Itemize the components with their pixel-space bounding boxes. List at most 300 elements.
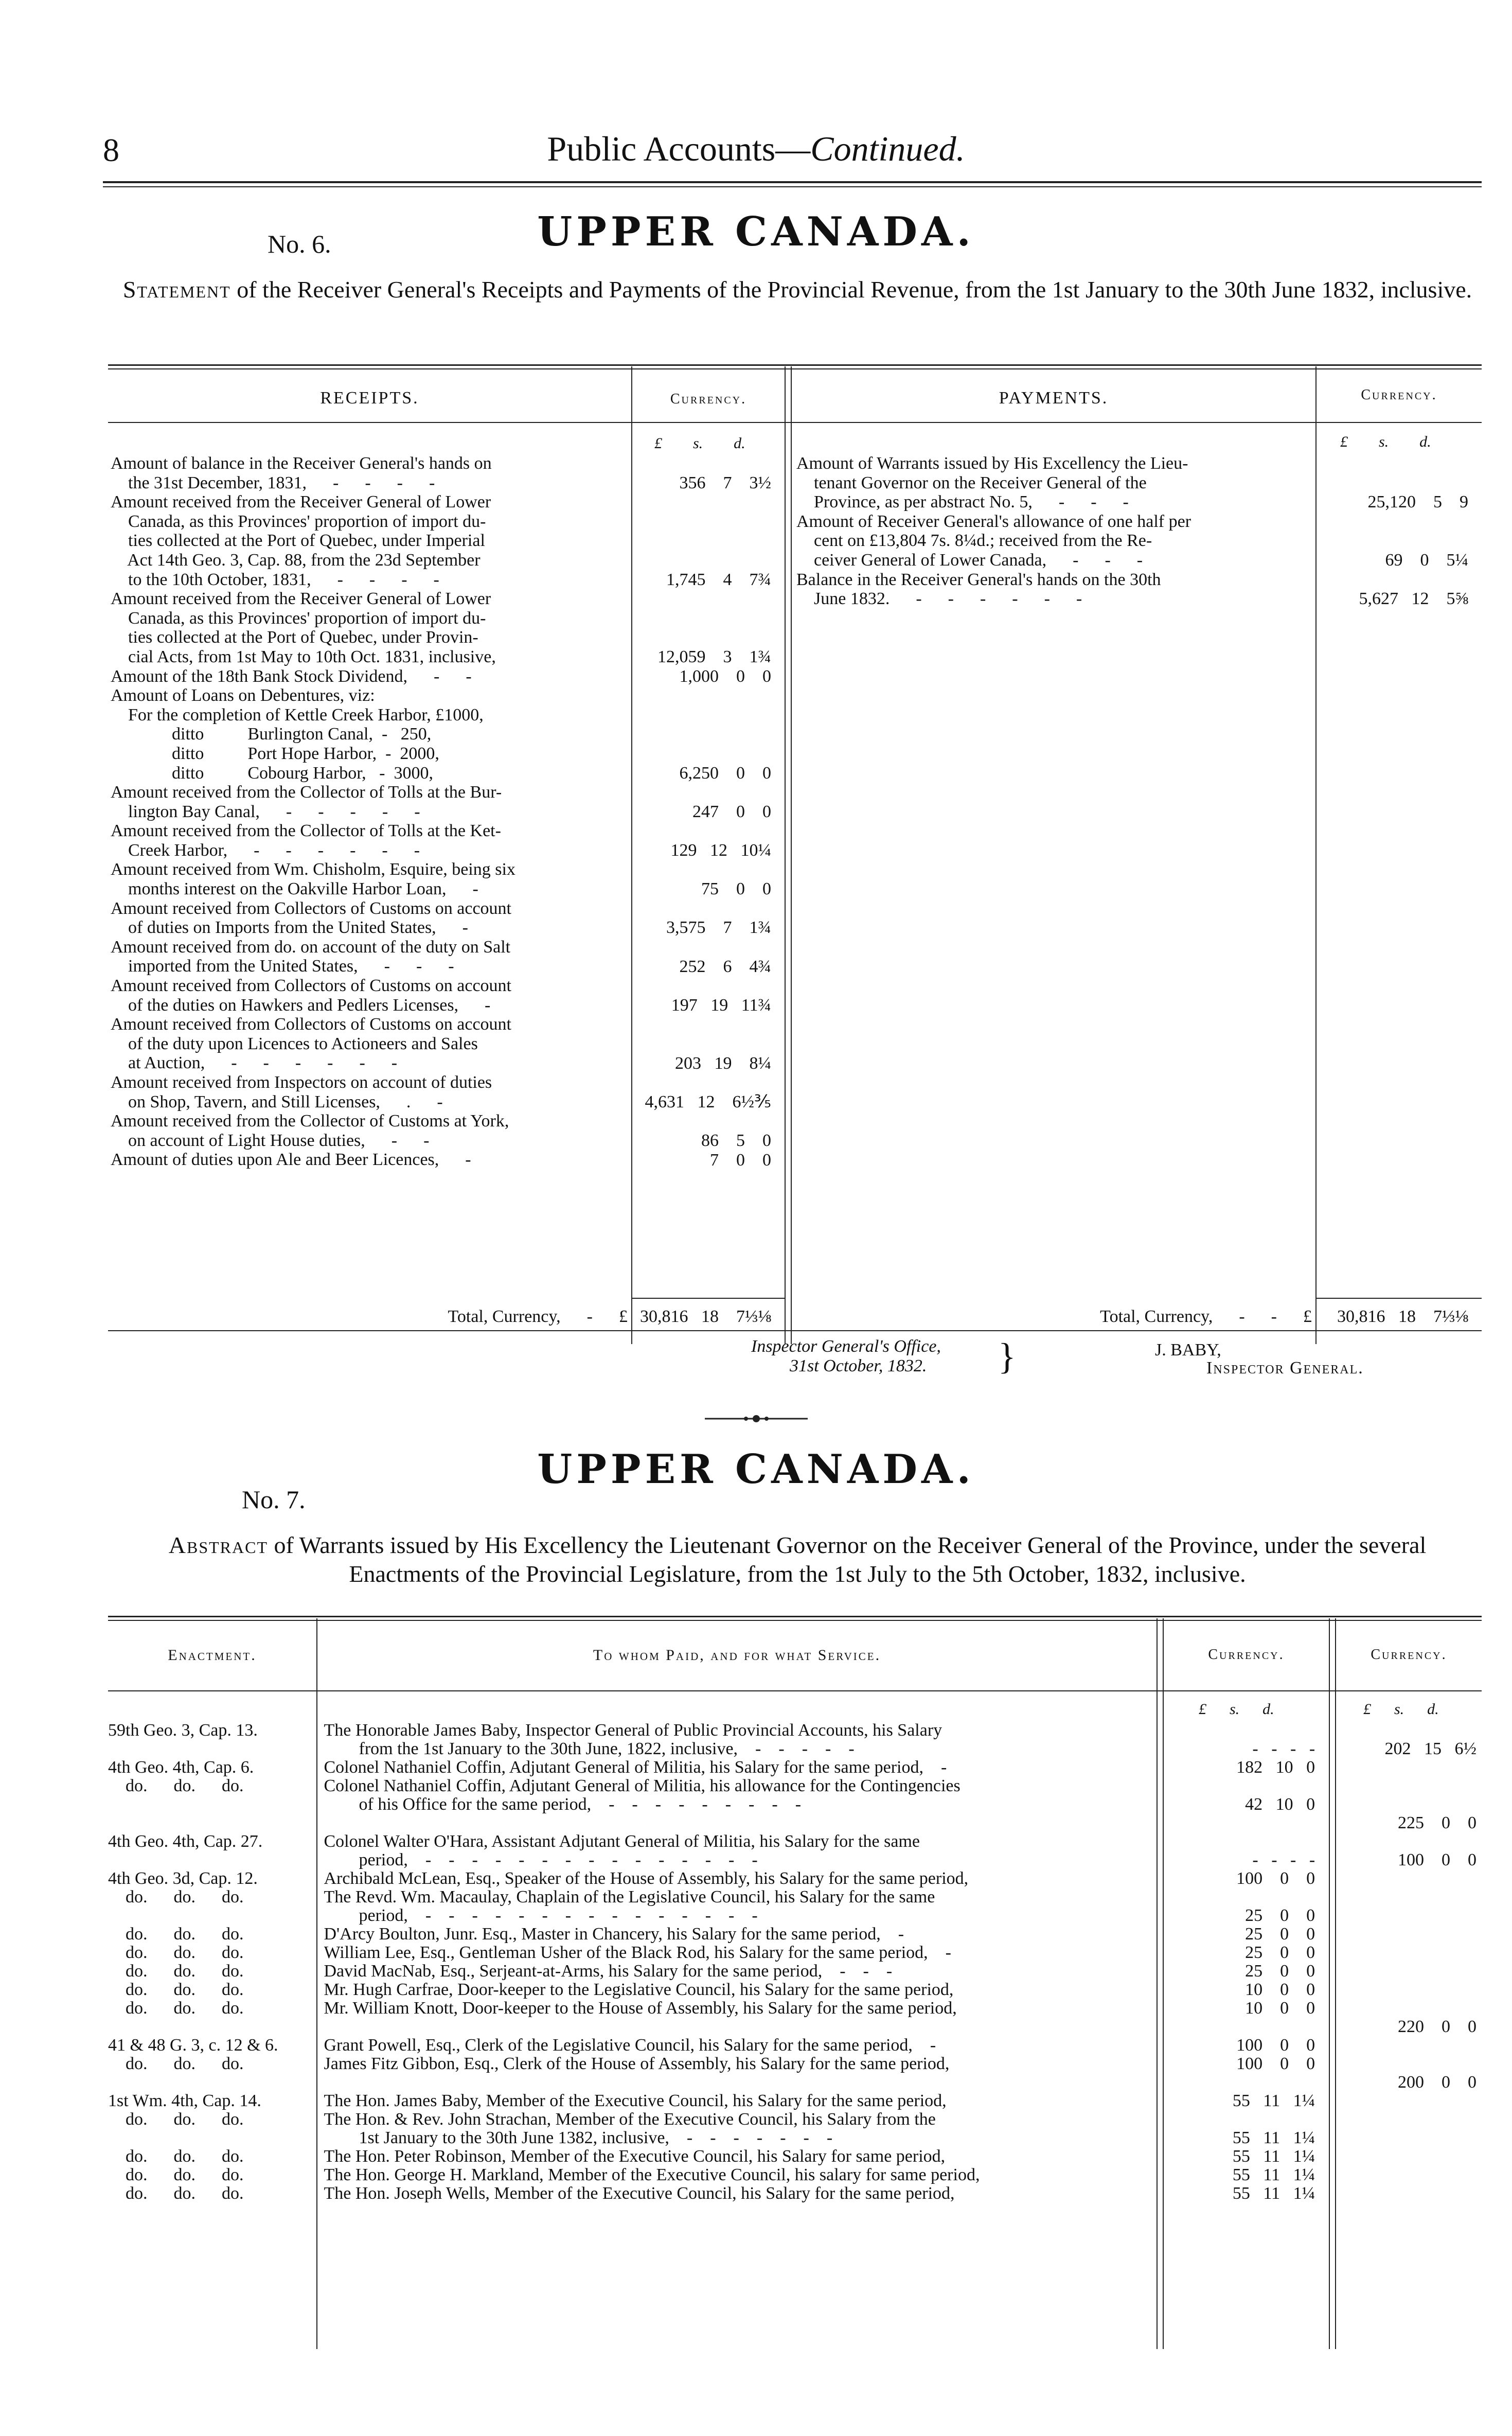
payment-line: Balance in the Receiver General's hands on the 30th [796, 570, 1161, 589]
receipt-line: Act 14th Geo. 3, Cap. 88, from the 23d September [111, 550, 481, 570]
spacer [317, 1888, 324, 1907]
spacer [1163, 1832, 1169, 1851]
receipts-total-value: 30,816 18 7⅓⅛ [640, 1307, 771, 1326]
spacer [1163, 2055, 1169, 2073]
signature-title: Inspector General. [1206, 1358, 1364, 1378]
table-row [108, 1721, 1482, 1740]
currency-1-cell: 25 0 0 [1245, 1906, 1315, 1925]
spacer [317, 1869, 324, 1888]
col-currency-2: Currency. [1371, 1647, 1447, 1663]
receipt-amount: 75 0 0 [701, 879, 771, 899]
spacer [1329, 2036, 1342, 2055]
spacer [317, 2073, 324, 2092]
payment-line: cent on £13,804 7s. 8¼d.; received from the Re- [796, 531, 1152, 551]
statement-heading: Statement of the Receiver General's Receipts and Payments of the Provincial Revenue, from the 1st January to the 30th June 1832, inclusive. [122, 276, 1472, 303]
spacer [1163, 1758, 1169, 1777]
warrants-table [108, 1721, 1482, 2203]
currency-1-cell: 10 0 0 [1245, 1999, 1315, 2018]
currency-2-cell [1342, 2184, 1482, 2203]
currency-2-cell: 100 0 0 [1398, 1850, 1477, 1869]
enactment-cell: do. do. do. [108, 1999, 244, 2018]
receipt-line: to the 10th October, 1831, - - - - [111, 570, 439, 589]
table-row [108, 2166, 1482, 2184]
receipt-amount: 12,059 3 1¾ [657, 647, 771, 666]
receipts-list [111, 454, 630, 1170]
currency-2-cell [1342, 1758, 1482, 1777]
receipt-line: Amount of Loans on Debentures, viz: [111, 686, 375, 705]
enactment-cell: do. do. do. [108, 1943, 244, 1962]
spacer [1169, 2129, 1179, 2147]
currency-1-cell: 182 10 0 [1236, 1758, 1315, 1777]
table-row [108, 2055, 1482, 2073]
spacer [1169, 2055, 1179, 2073]
currency-2-cell [1342, 2129, 1482, 2147]
spacer [1329, 1944, 1342, 1962]
payments-heading: PAYMENTS. [999, 389, 1109, 408]
spacer [1329, 2166, 1342, 2184]
table-row [108, 1740, 1482, 1758]
payments-lsd-header: £ s. d. [1340, 433, 1431, 450]
currency-2-cell [1342, 2110, 1482, 2129]
spacer [317, 1777, 324, 1795]
signature: J. BABY, [1155, 1340, 1221, 1360]
enactment-cell: do. do. do. [108, 1962, 244, 1981]
currency-2-cell: 200 0 0 [1398, 2073, 1477, 2092]
service-cell: 1st January to the 30th June 1382, inclusive, - - - - - - - [324, 2129, 833, 2147]
spacer [317, 1925, 324, 1944]
spacer [1329, 1888, 1342, 1907]
spacer [1329, 1721, 1342, 1740]
payments-total-label: Total, Currency, - - £ [1100, 1307, 1312, 1326]
spacer [1169, 1740, 1179, 1758]
currency-2-cell [1342, 2147, 1482, 2166]
receipt-amount: 6,250 0 0 [679, 763, 771, 783]
currency-2-cell [1342, 1721, 1482, 1740]
spacer [1329, 1851, 1342, 1869]
receipt-line: Amount received from Collectors of Customs on account [111, 1015, 511, 1034]
currency-1-cell: 25 0 0 [1245, 1925, 1315, 1944]
spacer [317, 2184, 324, 2203]
spacer [1163, 1888, 1169, 1907]
table-row [108, 2147, 1482, 2166]
table6-vline [785, 366, 786, 1344]
receipt-amount: 252 6 4¾ [679, 957, 771, 976]
currency-2-cell [1342, 1869, 1482, 1888]
spacer [1163, 2129, 1169, 2147]
spacer [1169, 1999, 1179, 2018]
currency-2-cell: 202 15 6½ [1384, 1739, 1477, 1758]
enactment-cell: 41 & 48 G. 3, c. 12 & 6. [108, 2036, 278, 2055]
table-row [108, 1869, 1482, 1888]
ornament-divider [705, 1413, 808, 1425]
receipts-currency-heading: Currency. [670, 391, 747, 407]
spacer [1163, 1777, 1169, 1795]
spacer [1329, 1832, 1342, 1851]
spacer [317, 1832, 324, 1851]
spacer [1163, 2110, 1169, 2129]
spacer [1329, 1777, 1342, 1795]
currency-1-cell: 55 11 1¼ [1232, 2147, 1315, 2166]
currency-2-cell [1342, 1999, 1482, 2018]
spacer [1163, 1925, 1169, 1944]
spacer [1163, 1962, 1169, 1981]
service-cell: The Revd. Wm. Macaulay, Chaplain of the Legislative Council, his Salary for the same [324, 1888, 935, 1907]
service-cell: David MacNab, Esq., Serjeant-at-Arms, his Salary for the same period, - - - [324, 1962, 893, 1981]
receipt-line: Creek Harbor, - - - - - - [111, 840, 420, 860]
payment-line: Amount of Receiver General's allowance of one half per [796, 511, 1191, 531]
spacer [1163, 1981, 1169, 1999]
receipt-line: imported from the United States, - - - [111, 957, 454, 976]
spacer [1163, 1851, 1169, 1869]
currency-1-cell: 25 0 0 [1245, 1962, 1315, 1981]
payments-total-value: 30,816 18 7⅓⅛ [1337, 1307, 1468, 1326]
receipt-line: Amount received from do. on account of the duty on Salt [111, 937, 511, 957]
spacer [1169, 1777, 1179, 1795]
currency-2-cell [1342, 1888, 1482, 1907]
payment-line: ceiver General of Lower Canada, - - - [796, 550, 1143, 570]
receipt-line: For the completion of Kettle Creek Harbor, £1000, [111, 705, 484, 725]
currency-2-cell [1342, 2055, 1482, 2073]
currency-2-cell [1342, 2036, 1482, 2055]
spacer [1329, 2018, 1342, 2036]
table7-top-rule [108, 1616, 1482, 1617]
receipt-line: at Auction, - - - - - - [111, 1053, 398, 1073]
receipt-amount: 86 5 0 [701, 1131, 771, 1150]
spacer [1329, 1869, 1342, 1888]
spacer [1169, 2018, 1179, 2036]
payment-amount: 25,120 5 9 [1367, 492, 1468, 512]
table-row [108, 1925, 1482, 1944]
receipt-line: months interest on the Oakville Harbor Loan, - [111, 879, 478, 899]
table-row [108, 1888, 1482, 1907]
receipt-line: of duties on Imports from the United States, - [111, 918, 469, 938]
enactment-cell [108, 1907, 317, 1925]
spacer [1169, 1832, 1179, 1851]
receipt-amount: 4,631 12 6½⅗ [645, 1092, 771, 1111]
payment-amount: 69 0 5¼ [1385, 551, 1468, 570]
spacer [317, 1999, 324, 2018]
enactment-cell: do. do. do. [108, 1776, 244, 1795]
spacer [1163, 1907, 1169, 1925]
receipts-lsd-header: £ s. d. [654, 435, 745, 452]
spacer [317, 2018, 324, 2036]
service-cell: William Lee, Esq., Gentleman Usher of the Black Rod, his Salary for the same period, - [324, 1944, 951, 1962]
table6-top-rule [108, 364, 1482, 366]
table-row [108, 2073, 1482, 2092]
spacer [1163, 2184, 1169, 2203]
currency-1-cell: 100 0 0 [1236, 2054, 1315, 2073]
currency-1-cell [1179, 2018, 1329, 2036]
spacer [317, 1721, 324, 1740]
table-row [108, 2110, 1482, 2129]
enactment-cell [108, 2018, 317, 2036]
receipt-line: Amount received from Collectors of Customs on account [111, 976, 511, 996]
currency-2-cell [1342, 2166, 1482, 2184]
enactment-cell: do. do. do. [108, 1980, 244, 1999]
col-service: To whom Paid, and for what Service. [593, 1647, 881, 1664]
service-cell: from the 1st January to the 30th June, 1822, inclusive, - - - - - [324, 1740, 855, 1758]
currency-1-cell: 10 0 0 [1245, 1980, 1315, 1999]
receipt-amount: 197 19 11¾ [671, 995, 771, 1015]
abstract-heading: Abstract of Warrants issued by His Excellency the Lieutenant Governor on the Receiver General of the Province, under the several Enactments of the Provincial Legislature, from the 1st July to the 5th October, 1832, inclusive. [168, 1532, 1427, 1587]
spacer [1163, 2018, 1169, 2036]
spacer [1169, 2110, 1179, 2129]
spacer [1169, 1944, 1179, 1962]
payments-total-rule [1317, 1298, 1482, 1299]
table-row [108, 1795, 1482, 1814]
enactment-cell: 4th Geo. 4th, Cap. 27. [108, 1832, 263, 1851]
spacer [1329, 2092, 1342, 2110]
service-cell: period, - - - - - - - - - - - - - - - [324, 1851, 758, 1869]
receipt-line: ditto Burlington Canal, - 250, [111, 725, 432, 744]
receipts-total-rule [632, 1298, 785, 1299]
spacer [1169, 1721, 1179, 1740]
payment-line: Amount of Warrants issued by His Excellency the Lieu- [796, 454, 1188, 473]
table-row [108, 2036, 1482, 2055]
payment-line: June 1832. - - - - - - [796, 589, 1082, 609]
receipt-amount: 7 0 0 [710, 1150, 771, 1170]
section-number-no6: No. 6. [268, 230, 331, 258]
spacer [317, 1962, 324, 1981]
service-cell: period, - - - - - - - - - - - - - - - [324, 1907, 758, 1925]
spacer [1169, 1962, 1179, 1981]
enactment-cell: do. do. do. [108, 1887, 244, 1907]
spacer [1163, 2073, 1169, 2092]
spacer [1169, 1814, 1179, 1832]
enactment-cell [108, 2073, 317, 2092]
spacer [1169, 1795, 1179, 1814]
enactment-cell: do. do. do. [108, 1925, 244, 1944]
table-row [108, 1962, 1482, 1981]
table-row [108, 1832, 1482, 1851]
receipt-amount: 203 19 8¼ [675, 1053, 771, 1073]
spacer [1169, 2147, 1179, 2166]
spacer [317, 1814, 324, 1832]
table7-head-rule [108, 1690, 1482, 1691]
receipt-line: Amount of balance in the Receiver General's hands on [111, 454, 492, 473]
service-cell [324, 2073, 1163, 2092]
currency-1-cell: 100 0 0 [1236, 1869, 1315, 1888]
spacer [1169, 1851, 1179, 1869]
spacer [317, 1758, 324, 1777]
receipt-line: Canada, as this Provinces' proportion of import du- [111, 608, 486, 628]
spacer [1169, 1981, 1179, 1999]
service-cell: The Hon. Joseph Wells, Member of the Executive Council, his Salary for the same period, [324, 2184, 955, 2203]
enactment-cell [108, 1814, 317, 1832]
table-row [108, 2092, 1482, 2110]
table-row [108, 1944, 1482, 1962]
payments-currency-heading: Currency. [1361, 387, 1437, 403]
spacer [1163, 1999, 1169, 2018]
receipt-line: Amount received from Collectors of Customs on account [111, 898, 511, 918]
spacer [1163, 2036, 1169, 2055]
receipts-total-label: Total, Currency, - £ [448, 1307, 628, 1326]
spacer [1329, 1795, 1342, 1814]
receipt-line: lington Bay Canal, - - - - - [111, 802, 420, 821]
spacer [1329, 2184, 1342, 2203]
spacer [317, 2166, 324, 2184]
spacer [1169, 2092, 1179, 2110]
receipt-line: Amount received from the Collector of Tolls at the Bur- [111, 783, 502, 802]
spacer [1169, 1907, 1179, 1925]
spacer [1169, 1758, 1179, 1777]
spacer [317, 2110, 324, 2129]
currency-2-cell [1342, 1925, 1482, 1944]
service-cell: D'Arcy Boulton, Junr. Esq., Master in Chancery, his Salary for the same period, - [324, 1925, 904, 1944]
enactment-cell: 1st Wm. 4th, Cap. 14. [108, 2091, 261, 2110]
receipt-line: Amount received from the Receiver General of Lower [111, 492, 491, 512]
service-cell: The Hon. & Rev. John Strachan, Member of the Executive Council, his Salary from the [324, 2110, 936, 2129]
receipt-line: Amount received from the Receiver General of Lower [111, 589, 491, 609]
spacer [317, 2147, 324, 2166]
table-row [108, 1907, 1482, 1925]
office-line-1: Inspector General's Office, [751, 1337, 941, 1356]
receipt-line: Amount received from Inspectors on account of duties [111, 1073, 492, 1092]
receipt-line: Amount of the 18th Bank Stock Dividend, - - [111, 666, 472, 686]
receipt-line: Amount received from the Collector of Tolls at the Ket- [111, 821, 501, 841]
spacer [1169, 2073, 1179, 2092]
spacer [1169, 1888, 1179, 1907]
spacer [1329, 2073, 1342, 2092]
receipt-line: on Shop, Tavern, and Still Licenses, . - [111, 1092, 443, 1111]
table-row [108, 2018, 1482, 2036]
running-title-continued: Continued. [810, 129, 965, 168]
payment-amount: 5,627 12 5⅝ [1359, 589, 1468, 609]
page-number: 8 [103, 132, 119, 168]
service-cell: Colonel Nathaniel Coffin, Adjutant General of Militia, his Salary for the same period, - [324, 1758, 947, 1777]
currency-1-cell: 55 11 1¼ [1232, 2128, 1315, 2147]
receipt-line: Amount received from Wm. Chisholm, Esquire, being six [111, 860, 515, 879]
spacer [317, 1740, 324, 1758]
currency-1-cell [1179, 2073, 1329, 2092]
currency-1-cell: - - - - [1252, 1739, 1315, 1758]
spacer [1329, 2110, 1342, 2129]
header-rule [103, 181, 1482, 183]
service-cell [324, 2018, 1163, 2036]
payment-line: tenant Governor on the Receiver General of the [796, 473, 1147, 492]
currency-2-cell [1342, 1981, 1482, 1999]
table6-bottom-rule [108, 1330, 1482, 1331]
enactment-cell: 59th Geo. 3, Cap. 13. [108, 1721, 258, 1740]
enactment-cell [108, 1795, 317, 1814]
currency-1-cell [1179, 1814, 1329, 1832]
spacer [317, 1907, 324, 1925]
enactment-cell [108, 2129, 317, 2147]
service-cell: The Hon. Peter Robinson, Member of the Executive Council, his Salary for same period, [324, 2147, 946, 2166]
receipt-amount: 129 12 10¼ [670, 841, 771, 860]
currency-1-cell: 100 0 0 [1236, 2036, 1315, 2055]
spacer [1163, 2166, 1169, 2184]
spacer [1169, 1925, 1179, 1944]
receipts-amounts [632, 454, 771, 1174]
receipt-line: on account of Light House duties, - - [111, 1131, 430, 1150]
spacer [1163, 1721, 1169, 1740]
spacer [1329, 1814, 1342, 1832]
spacer [1329, 2147, 1342, 2166]
currency-2-cell [1342, 1832, 1482, 1851]
currency-1-cell: 55 11 1¼ [1232, 2091, 1315, 2110]
office-brace: } [998, 1336, 1016, 1377]
enactment-cell: do. do. do. [108, 2184, 244, 2203]
office-line-2: 31st October, 1832. [790, 1356, 927, 1375]
col-currency-1-lsd: £ s. d. [1199, 1701, 1274, 1718]
spacer [317, 2092, 324, 2110]
service-cell: of his Office for the same period, - - - - - - - - - [324, 1795, 802, 1814]
spacer [1163, 1944, 1169, 1962]
payments-amounts [1317, 454, 1468, 660]
currency-2-cell [1342, 1944, 1482, 1962]
section-number-no7: No. 7. [242, 1485, 306, 1514]
service-cell: Mr. Hugh Carfrae, Door-keeper to the Legislative Council, his Salary for the same period, [324, 1981, 954, 1999]
currency-2-cell: 225 0 0 [1398, 1813, 1477, 1832]
spacer [1329, 2055, 1342, 2073]
spacer [1329, 1907, 1342, 1925]
table6-head-rule [108, 422, 1482, 423]
section-title-no6: UPPER CANADA. [537, 208, 975, 255]
spacer [1163, 1740, 1169, 1758]
spacer [1329, 1758, 1342, 1777]
table-row [108, 1758, 1482, 1777]
enactment-cell [108, 1740, 317, 1758]
currency-1-cell [1179, 1777, 1329, 1795]
enactment-cell [108, 1851, 317, 1869]
receipt-line: of the duty upon Licences to Actioneers and Sales [111, 1034, 478, 1053]
service-cell: James Fitz Gibbon, Esq., Clerk of the House of Assembly, his Salary for the same period, [324, 2055, 950, 2073]
currency-2-cell [1342, 2092, 1482, 2110]
spacer [317, 2055, 324, 2073]
service-cell: Archibald McLean, Esq., Speaker of the House of Assembly, his Salary for the same period, [324, 1869, 969, 1888]
currency-2-cell [1342, 1795, 1482, 1814]
payments-list [796, 454, 1313, 609]
currency-1-cell: 55 11 1¼ [1232, 2165, 1315, 2184]
spacer [1169, 2036, 1179, 2055]
currency-2-cell [1342, 1962, 1482, 1981]
table6-top-rule-thin [108, 368, 1482, 369]
currency-1-cell [1179, 2110, 1329, 2129]
enactment-cell: do. do. do. [108, 2147, 244, 2166]
currency-1-cell: 25 0 0 [1245, 1943, 1315, 1962]
receipt-line: the 31st December, 1831, - - - - [111, 473, 435, 492]
spacer [1329, 1925, 1342, 1944]
currency-1-cell [1179, 1721, 1329, 1740]
currency-1-cell [1179, 1832, 1329, 1851]
service-cell: Colonel Nathaniel Coffin, Adjutant General of Militia, his allowance for the Contingencies [324, 1777, 960, 1795]
col-enactment: Enactment. [168, 1647, 257, 1664]
table-row [108, 2129, 1482, 2147]
table7-top-rule-thin [108, 1620, 1482, 1621]
receipt-line: Canada, as this Provinces' proportion of import du- [111, 511, 486, 531]
enactment-cell: do. do. do. [108, 2165, 244, 2184]
currency-2-cell [1342, 1777, 1482, 1795]
receipt-line: Amount of duties upon Ale and Beer Licences, - [111, 1150, 471, 1170]
currency-1-cell: - - - - [1252, 1850, 1315, 1869]
table-row [108, 2184, 1482, 2203]
running-title: Public Accounts—Continued. [547, 129, 965, 168]
service-cell: Colonel Walter O'Hara, Assistant Adjutant General of Militia, his Salary for the same [324, 1832, 920, 1851]
receipt-line: ditto Port Hope Harbor, - 2000, [111, 744, 439, 763]
table-row [108, 1999, 1482, 2018]
table-row [108, 1851, 1482, 1869]
table-row [108, 1777, 1482, 1795]
service-cell: Mr. William Knott, Door-keeper to the House of Assembly, his Salary for the same period, [324, 1999, 957, 2018]
currency-1-cell: 42 10 0 [1245, 1795, 1315, 1814]
spacer [317, 1981, 324, 1999]
spacer [1169, 2184, 1179, 2203]
section-title-no7: UPPER CANADA. [537, 1446, 975, 1493]
spacer [317, 1795, 324, 1814]
enactment-cell: 4th Geo. 3d, Cap. 12. [108, 1869, 258, 1888]
spacer [1163, 1814, 1169, 1832]
